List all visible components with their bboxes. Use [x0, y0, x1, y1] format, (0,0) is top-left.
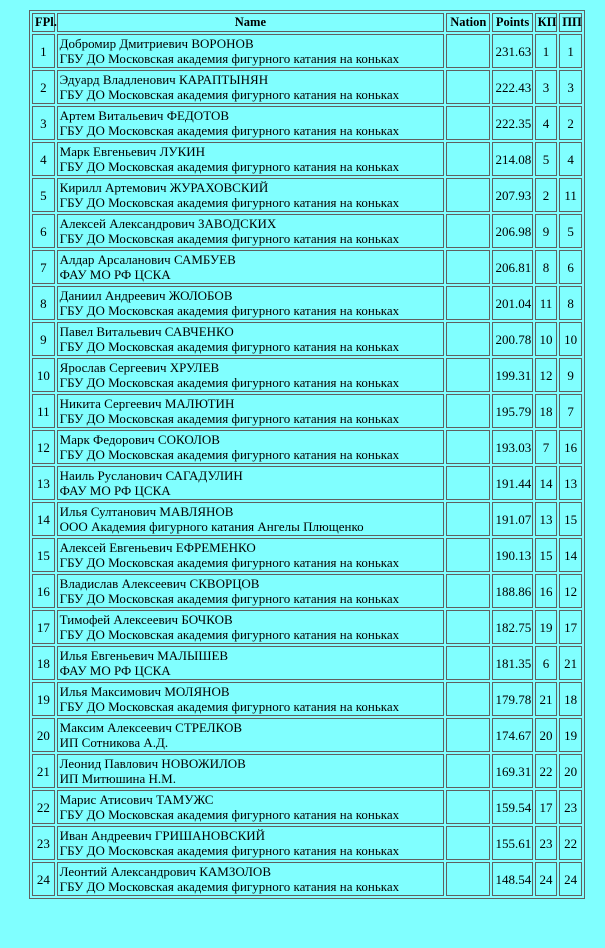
- skater-club: ООО Академия фигурного катания Ангелы Плющенко: [59, 519, 364, 534]
- short-program-place-cell: 12: [535, 358, 558, 392]
- short-program-place-cell: 10: [535, 322, 558, 356]
- table-row: [32, 610, 582, 644]
- nation-cell: [446, 430, 490, 464]
- skater-name: Илья Евгеньевич МАЛЫШЕВ: [59, 648, 229, 663]
- nation-cell: [446, 106, 490, 140]
- skater-name: Ярослав Сергеевич ХРУЛЕВ: [59, 360, 220, 375]
- table-row: [32, 646, 582, 680]
- free-skate-place-cell: 3: [559, 70, 582, 104]
- free-skate-place-cell: 17: [559, 610, 582, 644]
- points-cell: 181.35: [492, 646, 532, 680]
- short-program-place-cell: 9: [535, 214, 558, 248]
- placement-cell: 1: [32, 34, 55, 68]
- short-program-place-cell: 20: [535, 718, 558, 752]
- table-row: [32, 538, 582, 572]
- points-cell: 206.81: [492, 250, 532, 284]
- free-skate-place-cell: 20: [559, 754, 582, 788]
- free-skate-place-cell: 2: [559, 106, 582, 140]
- short-program-place-cell: 18: [535, 394, 558, 428]
- skater-club: ФАУ МО РФ ЦСКА: [59, 483, 171, 498]
- skater-cell: [57, 754, 444, 788]
- nation-cell: [446, 826, 490, 860]
- nation-cell: [446, 34, 490, 68]
- free-skate-place-cell: 4: [559, 142, 582, 176]
- nation-cell: [446, 358, 490, 392]
- table-row: [32, 790, 582, 824]
- nation-cell: [446, 250, 490, 284]
- points-cell: 188.86: [492, 574, 532, 608]
- nation-cell: [446, 466, 490, 500]
- skater-name: Алдар Арсаланович САМБУЕВ: [59, 252, 236, 267]
- skater-club: ГБУ ДО Московская академия фигурного катания на коньках: [59, 123, 400, 138]
- nation-cell: [446, 646, 490, 680]
- short-program-place-cell: 24: [535, 862, 558, 896]
- table-row: [32, 862, 582, 896]
- skater-name: Илья Султанович МАВЛЯНОВ: [59, 504, 234, 519]
- skater-name: Леонтий Александрович КАМЗОЛОВ: [59, 864, 271, 879]
- header-row: [32, 13, 582, 32]
- table-row: [32, 142, 582, 176]
- free-skate-place-cell: 12: [559, 574, 582, 608]
- short-program-place-cell: 6: [535, 646, 558, 680]
- nation-cell: [446, 790, 490, 824]
- skater-club: ГБУ ДО Московская академия фигурного катания на коньках: [59, 555, 400, 570]
- skater-cell: [57, 682, 444, 716]
- skater-club: ГБУ ДО Московская академия фигурного катания на коньках: [59, 51, 400, 66]
- skater-name: Даниил Андреевич ЖОЛОБОВ: [59, 288, 233, 303]
- placement-cell: 2: [32, 70, 55, 104]
- free-skate-place-cell: 19: [559, 718, 582, 752]
- table-row: [32, 682, 582, 716]
- nation-cell: [446, 682, 490, 716]
- skater-name: Павел Витальевич САВЧЕНКО: [59, 324, 234, 339]
- skater-cell: [57, 862, 444, 896]
- nation-cell: [446, 214, 490, 248]
- skater-cell: [57, 466, 444, 500]
- points-cell: 206.98: [492, 214, 532, 248]
- placement-cell: 12: [32, 430, 55, 464]
- skater-club: ГБУ ДО Московская академия фигурного катания на коньках: [59, 843, 400, 858]
- header-nation: Nation: [446, 13, 490, 32]
- table-row: [32, 178, 582, 212]
- points-cell: 179.78: [492, 682, 532, 716]
- skater-club: ФАУ МО РФ ЦСКА: [59, 663, 171, 678]
- placement-cell: 19: [32, 682, 55, 716]
- skater-name: Кирилл Артемович ЖУРАХОВСКИЙ: [59, 180, 269, 195]
- free-skate-place-cell: 7: [559, 394, 582, 428]
- skater-cell: [57, 538, 444, 572]
- placement-cell: 18: [32, 646, 55, 680]
- nation-cell: [446, 502, 490, 536]
- table-row: [32, 286, 582, 320]
- skater-name: Марк Евгеньевич ЛУКИН: [59, 144, 206, 159]
- points-cell: 169.31: [492, 754, 532, 788]
- skater-cell: [57, 34, 444, 68]
- points-cell: 207.93: [492, 178, 532, 212]
- placement-cell: 10: [32, 358, 55, 392]
- short-program-place-cell: 8: [535, 250, 558, 284]
- nation-cell: [446, 322, 490, 356]
- points-cell: 174.67: [492, 718, 532, 752]
- free-skate-place-cell: 9: [559, 358, 582, 392]
- placement-cell: 5: [32, 178, 55, 212]
- skater-club: ГБУ ДО Московская академия фигурного катания на коньках: [59, 303, 400, 318]
- skater-name: Артем Витальевич ФЕДОТОВ: [59, 108, 230, 123]
- table-row: [32, 322, 582, 356]
- skater-cell: [57, 358, 444, 392]
- nation-cell: [446, 574, 490, 608]
- points-cell: 191.07: [492, 502, 532, 536]
- placement-cell: 13: [32, 466, 55, 500]
- points-cell: 231.63: [492, 34, 532, 68]
- skater-name: Марис Атисович ТАМУЖС: [59, 792, 214, 807]
- skater-club: ГБУ ДО Московская академия фигурного катания на коньках: [59, 195, 400, 210]
- free-skate-place-cell: 5: [559, 214, 582, 248]
- skater-cell: [57, 574, 444, 608]
- skater-club: ГБУ ДО Московская академия фигурного катания на коньках: [59, 447, 400, 462]
- points-cell: 201.04: [492, 286, 532, 320]
- nation-cell: [446, 754, 490, 788]
- skater-cell: [57, 250, 444, 284]
- nation-cell: [446, 610, 490, 644]
- placement-cell: 6: [32, 214, 55, 248]
- nation-cell: [446, 142, 490, 176]
- placement-cell: 24: [32, 862, 55, 896]
- table-row: [32, 70, 582, 104]
- skater-club: ГБУ ДО Московская академия фигурного катания на коньках: [59, 87, 400, 102]
- free-skate-place-cell: 22: [559, 826, 582, 860]
- skater-name: Алексей Евгеньевич ЕФРЕМЕНКО: [59, 540, 256, 555]
- skater-cell: [57, 178, 444, 212]
- table-row: [32, 34, 582, 68]
- skater-club: ГБУ ДО Московская академия фигурного катания на коньках: [59, 375, 400, 390]
- nation-cell: [446, 70, 490, 104]
- header-fs: ПП: [559, 13, 582, 32]
- table-row: [32, 430, 582, 464]
- table-row: [32, 826, 582, 860]
- short-program-place-cell: 14: [535, 466, 558, 500]
- free-skate-place-cell: 14: [559, 538, 582, 572]
- table-row: [32, 754, 582, 788]
- nation-cell: [446, 286, 490, 320]
- free-skate-place-cell: 24: [559, 862, 582, 896]
- free-skate-place-cell: 13: [559, 466, 582, 500]
- nation-cell: [446, 718, 490, 752]
- short-program-place-cell: 4: [535, 106, 558, 140]
- short-program-place-cell: 19: [535, 610, 558, 644]
- points-cell: 222.35: [492, 106, 532, 140]
- placement-cell: 23: [32, 826, 55, 860]
- placement-cell: 21: [32, 754, 55, 788]
- skater-name: Добромир Дмитриевич ВОРОНОВ: [59, 36, 254, 51]
- short-program-place-cell: 21: [535, 682, 558, 716]
- nation-cell: [446, 538, 490, 572]
- free-skate-place-cell: 10: [559, 322, 582, 356]
- skater-cell: [57, 106, 444, 140]
- skater-name: Илья Максимович МОЛЯНОВ: [59, 684, 230, 699]
- skater-cell: [57, 718, 444, 752]
- free-skate-place-cell: 1: [559, 34, 582, 68]
- table-row: [32, 466, 582, 500]
- short-program-place-cell: 5: [535, 142, 558, 176]
- table-row: [32, 502, 582, 536]
- free-skate-place-cell: 8: [559, 286, 582, 320]
- skater-club: ИП Сотникова А.Д.: [59, 735, 169, 750]
- table-row: [32, 718, 582, 752]
- placement-cell: 16: [32, 574, 55, 608]
- short-program-place-cell: 13: [535, 502, 558, 536]
- table-row: [32, 214, 582, 248]
- header-name: Name: [57, 13, 444, 32]
- skater-name: Владислав Алексеевич СКВОРЦОВ: [59, 576, 260, 591]
- table-row: [32, 394, 582, 428]
- points-cell: 191.44: [492, 466, 532, 500]
- nation-cell: [446, 178, 490, 212]
- skater-name: Алексей Александрович ЗАВОДСКИХ: [59, 216, 277, 231]
- table-row: [32, 106, 582, 140]
- short-program-place-cell: 2: [535, 178, 558, 212]
- points-cell: 148.54: [492, 862, 532, 896]
- skater-club: ФАУ МО РФ ЦСКА: [59, 267, 171, 282]
- placement-cell: 20: [32, 718, 55, 752]
- skater-club: ГБУ ДО Московская академия фигурного катания на коньках: [59, 627, 400, 642]
- skater-name: Максим Алексеевич СТРЕЛКОВ: [59, 720, 243, 735]
- points-cell: 222.43: [492, 70, 532, 104]
- points-cell: 199.31: [492, 358, 532, 392]
- nation-cell: [446, 394, 490, 428]
- skater-cell: [57, 286, 444, 320]
- results-body: [32, 34, 582, 896]
- points-cell: 195.79: [492, 394, 532, 428]
- placement-cell: 9: [32, 322, 55, 356]
- skater-cell: [57, 142, 444, 176]
- table-row: [32, 250, 582, 284]
- free-skate-place-cell: 23: [559, 790, 582, 824]
- skater-cell: [57, 322, 444, 356]
- header-sp: КП: [535, 13, 558, 32]
- short-program-place-cell: 15: [535, 538, 558, 572]
- short-program-place-cell: 23: [535, 826, 558, 860]
- short-program-place-cell: 7: [535, 430, 558, 464]
- points-cell: 190.13: [492, 538, 532, 572]
- placement-cell: 14: [32, 502, 55, 536]
- skater-club: ГБУ ДО Московская академия фигурного катания на коньках: [59, 699, 400, 714]
- points-cell: 159.54: [492, 790, 532, 824]
- placement-cell: 7: [32, 250, 55, 284]
- skater-cell: [57, 646, 444, 680]
- free-skate-place-cell: 15: [559, 502, 582, 536]
- skater-club: ГБУ ДО Московская академия фигурного катания на коньках: [59, 411, 400, 426]
- nation-cell: [446, 862, 490, 896]
- free-skate-place-cell: 18: [559, 682, 582, 716]
- skater-club: ГБУ ДО Московская академия фигурного катания на коньках: [59, 339, 400, 354]
- skater-club: ГБУ ДО Московская академия фигурного катания на коньках: [59, 807, 400, 822]
- points-cell: 155.61: [492, 826, 532, 860]
- free-skate-place-cell: 16: [559, 430, 582, 464]
- skater-name: Леонид Павлович НОВОЖИЛОВ: [59, 756, 246, 771]
- short-program-place-cell: 3: [535, 70, 558, 104]
- placement-cell: 3: [32, 106, 55, 140]
- skater-name: Наиль Русланович САГАДУЛИН: [59, 468, 243, 483]
- skater-name: Иван Андреевич ГРИШАНОВСКИЙ: [59, 828, 266, 843]
- skater-club: ГБУ ДО Московская академия фигурного катания на коньках: [59, 879, 400, 894]
- skater-cell: [57, 790, 444, 824]
- short-program-place-cell: 22: [535, 754, 558, 788]
- skater-cell: [57, 70, 444, 104]
- results-table: [29, 10, 585, 899]
- free-skate-place-cell: 11: [559, 178, 582, 212]
- short-program-place-cell: 16: [535, 574, 558, 608]
- skater-cell: [57, 430, 444, 464]
- points-cell: 182.75: [492, 610, 532, 644]
- skater-name: Тимофей Алексеевич БОЧКОВ: [59, 612, 233, 627]
- skater-club: ГБУ ДО Московская академия фигурного катания на коньках: [59, 159, 400, 174]
- skater-name: Марк Федорович СОКОЛОВ: [59, 432, 220, 447]
- table-row: [32, 358, 582, 392]
- skater-cell: [57, 214, 444, 248]
- header-points: Points: [492, 13, 532, 32]
- skater-name: Никита Сергеевич МАЛЮТИН: [59, 396, 235, 411]
- skater-cell: [57, 502, 444, 536]
- header-fpl: FPl.: [32, 13, 55, 32]
- table-row: [32, 574, 582, 608]
- free-skate-place-cell: 21: [559, 646, 582, 680]
- skater-club: ГБУ ДО Московская академия фигурного катания на коньках: [59, 231, 400, 246]
- skater-club: ИП Митюшина Н.М.: [59, 771, 176, 786]
- placement-cell: 8: [32, 286, 55, 320]
- placement-cell: 4: [32, 142, 55, 176]
- skater-cell: [57, 610, 444, 644]
- points-cell: 214.08: [492, 142, 532, 176]
- skater-cell: [57, 394, 444, 428]
- free-skate-place-cell: 6: [559, 250, 582, 284]
- placement-cell: 15: [32, 538, 55, 572]
- short-program-place-cell: 11: [535, 286, 558, 320]
- skater-name: Эдуард Владленович КАРАПТЫНЯН: [59, 72, 269, 87]
- short-program-place-cell: 1: [535, 34, 558, 68]
- skater-club: ГБУ ДО Московская академия фигурного катания на коньках: [59, 591, 400, 606]
- points-cell: 193.03: [492, 430, 532, 464]
- placement-cell: 22: [32, 790, 55, 824]
- placement-cell: 17: [32, 610, 55, 644]
- placement-cell: 11: [32, 394, 55, 428]
- points-cell: 200.78: [492, 322, 532, 356]
- short-program-place-cell: 17: [535, 790, 558, 824]
- skater-cell: [57, 826, 444, 860]
